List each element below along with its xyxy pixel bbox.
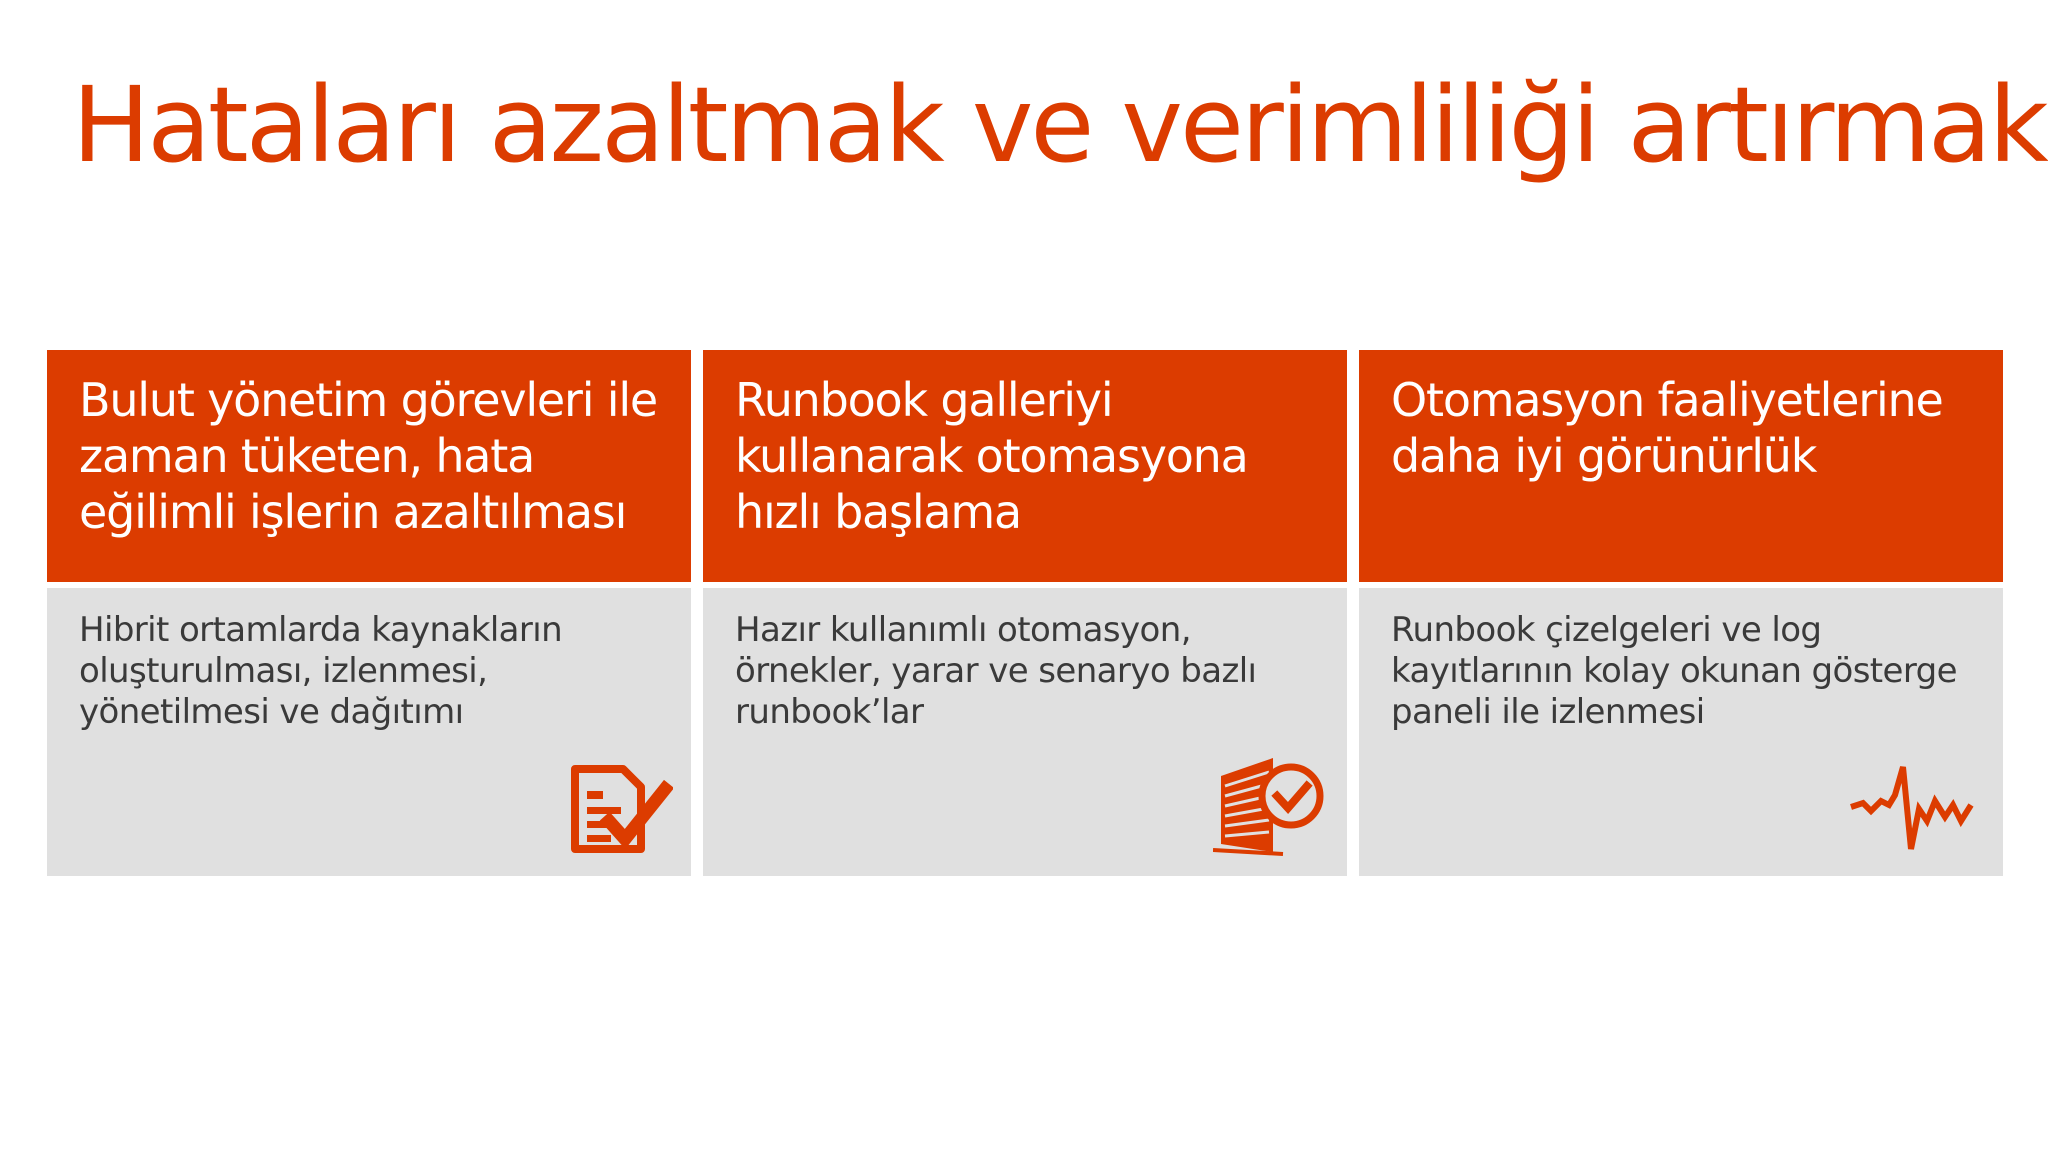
building-checkmark-icon (1213, 752, 1327, 858)
card-body-text: Hazır kullanımlı otomasyon, örnekler, yarar ve senaryo bazlı runbook’lar (735, 610, 1257, 732)
card-body-text: Hibrit ortamlarda kaynakların oluşturulması, izlenmesi, yönetilmesi ve dağıtımı (79, 610, 563, 732)
card-heading: Runbook galleriyi kullanarak otomasyona hızlı başlama (703, 350, 1347, 582)
card-heading: Bulut yönetim görevleri ile zaman tüketen, hata eğilimli işlerin azaltılması (47, 350, 691, 582)
document-checkmark-icon (565, 765, 673, 857)
card-heading: Otomasyon faaliyetlerine daha iyi görünürlük (1359, 350, 2003, 582)
card-2 (703, 350, 1347, 876)
slide-title: Hataları azaltmak ve verimliliği artırmak (72, 64, 2046, 186)
card-body-text: Runbook çizelgeleri ve log kayıtlarının kolay okunan gösterge paneli ile izlenmesi (1391, 610, 1957, 732)
card-3 (1359, 350, 2003, 876)
card-1 (47, 350, 691, 876)
activity-line-icon (1849, 765, 1975, 855)
